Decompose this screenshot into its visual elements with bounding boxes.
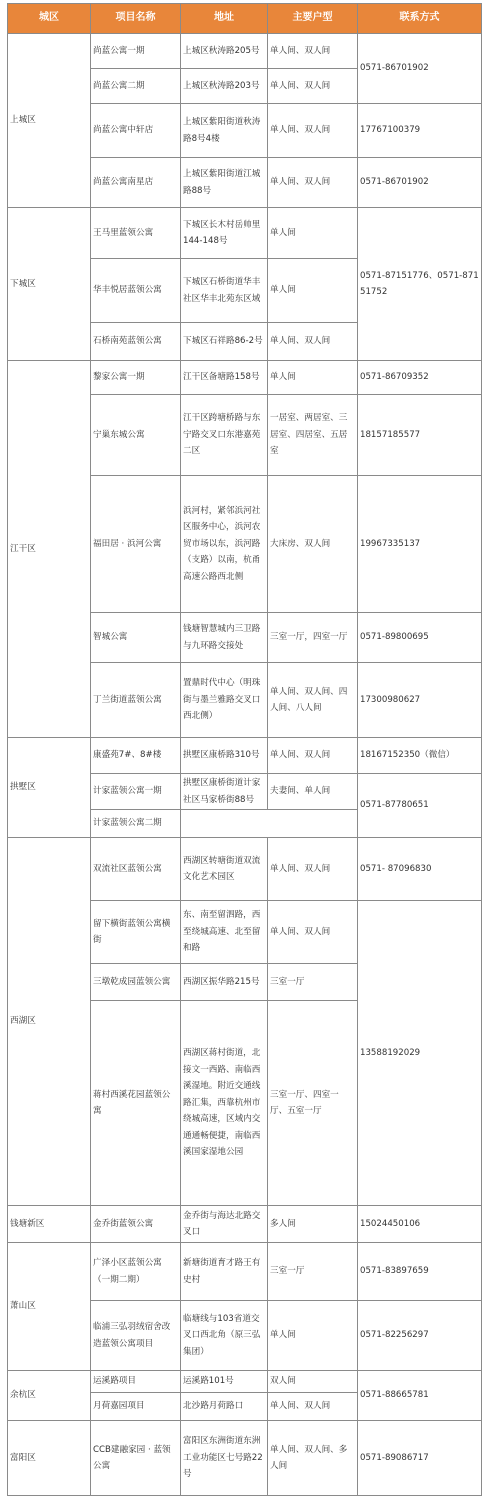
address-cell: 运溪路101号 [181, 1371, 268, 1393]
district-cell: 钱塘新区 [8, 1206, 91, 1243]
header-room-type: 主要户型 [268, 4, 358, 34]
project-name-cell: 智城公寓 [91, 613, 181, 663]
room-type-cell: 单人间、双人间 [268, 34, 358, 69]
apartment-table [7, 3, 482, 1496]
table-row [8, 1206, 482, 1243]
room-type-cell: 单人间 [268, 208, 358, 259]
table-row [8, 1371, 482, 1393]
project-name-cell: 计家蓝领公寓二期 [91, 810, 181, 838]
header-row [8, 4, 482, 34]
table-row [8, 1421, 482, 1496]
address-cell: 富阳区东洲街道东洲工业功能区七号路22号 [181, 1421, 268, 1496]
room-type-cell: 单人间、双人间 [268, 901, 358, 964]
room-type-cell: 单人间、双人间 [268, 69, 358, 104]
address-cell: 江干区跨塘桥路与东宁路交叉口东港嘉苑二区 [181, 395, 268, 476]
project-name-cell: 蒋村西溪花园蓝领公寓 [91, 1001, 181, 1206]
address-cell: 上城区秋涛路205号 [181, 34, 268, 69]
district-cell: 余杭区 [8, 1371, 91, 1421]
project-name-cell: 福田居 · 浜河公寓 [91, 476, 181, 613]
contact-cell: 17300980627 [358, 663, 482, 738]
contact-cell: 13588192029 [358, 901, 482, 1206]
table-row [8, 361, 482, 395]
address-cell: 下城区石祥路86-2号 [181, 323, 268, 361]
address-cell: 新塘街道育才路王有史村 [181, 1243, 268, 1301]
address-cell: 拱墅区康桥街道计家社区马家桥街88号 [181, 774, 268, 810]
project-name-cell: 广泽小区蓝领公寓（一期二期） [91, 1243, 181, 1301]
project-name-cell: 尚蓝公寓一期 [91, 34, 181, 69]
district-cell: 江干区 [8, 361, 91, 738]
contact-cell: 15024450106 [358, 1206, 482, 1243]
header-address: 地址 [181, 4, 268, 34]
address-cell: 临塘线与103省道交叉口西北角（原三弘集团） [181, 1301, 268, 1371]
table-row [8, 1243, 482, 1301]
room-type-cell: 夫妻间、单人间 [268, 774, 358, 810]
contact-cell: 0571-88665781 [358, 1371, 482, 1421]
district-cell: 西湖区 [8, 838, 91, 1206]
district-cell: 拱墅区 [8, 738, 91, 838]
room-type-cell: 单人间、双人间 [268, 323, 358, 361]
project-name-cell: 运溪路项目 [91, 1371, 181, 1393]
address-cell: 下城区长木村岳帅里144-148号 [181, 208, 268, 259]
contact-cell: 0571-89086717 [358, 1421, 482, 1496]
project-name-cell: 临浦三弘羽绒宿舍改造蓝领公寓项目 [91, 1301, 181, 1371]
contact-cell: 18157185577 [358, 395, 482, 476]
table-row [8, 208, 482, 259]
room-type-cell: 单人间、双人间、四人间、八人间 [268, 663, 358, 738]
address-cell: 置鼎时代中心（明珠街与墨兰雅路交叉口西北侧） [181, 663, 268, 738]
table-row [8, 738, 482, 774]
room-type-cell: 单人间、双人间 [268, 158, 358, 208]
address-cell: 北沙路月荷路口 [181, 1393, 268, 1421]
contact-cell: 19967335137 [358, 476, 482, 613]
room-type-cell: 单人间 [268, 1301, 358, 1371]
room-type-cell: 单人间 [268, 259, 358, 323]
contact-cell: 0571- 87096830 [358, 838, 482, 901]
address-cell: 钱塘智慧城内三卫路与九环路交接处 [181, 613, 268, 663]
contact-cell: 0571-86709352 [358, 361, 482, 395]
district-cell: 富阳区 [8, 1421, 91, 1496]
table-row [8, 34, 482, 69]
project-name-cell: 计家蓝领公寓一期 [91, 774, 181, 810]
project-name-cell: 康盛苑7#、8#楼 [91, 738, 181, 774]
project-name-cell: 石桥南苑蓝领公寓 [91, 323, 181, 361]
room-type-cell: 双人间 [268, 1371, 358, 1393]
contact-cell: 0571-86701902 [358, 34, 482, 104]
address-cell: 西湖区蒋村街道，北接文一西路、南临西溪湿地。附近交通线路汇集，西靠杭州市绕城高速，区域内交通通畅便捷，南临西溪国家湿地公园 [181, 1001, 268, 1206]
project-name-cell: 三墩乾成园蓝领公寓 [91, 964, 181, 1001]
project-name-cell: 月荷嘉园项目 [91, 1393, 181, 1421]
project-name-cell: 黎家公寓一期 [91, 361, 181, 395]
contact-cell: 0571-89800695 [358, 613, 482, 663]
room-type-cell: 三室一厅 [268, 1243, 358, 1301]
project-name-cell: 丁兰街道蓝领公寓 [91, 663, 181, 738]
address-cell: 西湖区转塘街道双流文化艺术园区 [181, 838, 268, 901]
contact-cell: 0571-82256297 [358, 1301, 482, 1371]
address-cell: 下城区石桥街道华丰社区华丰北苑东区域 [181, 259, 268, 323]
project-name-cell: 双流社区蓝领公寓 [91, 838, 181, 901]
address-cell: 浜河村，紧邻浜河社区服务中心，浜河农贸市场以东，浜河路（支路）以南，杭甬高速公路西北侧 [181, 476, 268, 613]
project-name-cell: 华丰悦居蓝领公寓 [91, 259, 181, 323]
project-name-cell: 尚蓝公寓二期 [91, 69, 181, 104]
project-name-cell: 金乔街蓝领公寓 [91, 1206, 181, 1243]
address-cell: 上城区紫阳街道秋涛路8号4楼 [181, 104, 268, 158]
room-type-cell: 大床房、双人间 [268, 476, 358, 613]
project-name-cell: 尚蓝公寓南星店 [91, 158, 181, 208]
address-cell: 金乔街与海达北路交叉口 [181, 1206, 268, 1243]
address-cell: 东、南至留泗路，西至绕城高速、北至留和路 [181, 901, 268, 964]
room-type-cell: 单人间、双人间 [268, 738, 358, 774]
district-cell: 上城区 [8, 34, 91, 208]
contact-cell: 18167152350（微信） [358, 738, 482, 774]
table-body [8, 34, 482, 1496]
header-project-name: 项目名称 [91, 4, 181, 34]
room-type-cell: 单人间、双人间 [268, 104, 358, 158]
contact-cell: 17767100379 [358, 104, 482, 158]
room-type-cell: 三室一厅，四室一厅 [268, 613, 358, 663]
project-name-cell: CCB建融家园 · 蓝领公寓 [91, 1421, 181, 1496]
address-cell: 江干区备塘路158号 [181, 361, 268, 395]
district-cell: 萧山区 [8, 1243, 91, 1371]
header-district: 城区 [8, 4, 91, 34]
address-cell: 拱墅区康桥路310号 [181, 738, 268, 774]
contact-cell: 0571-87780651 [358, 774, 482, 838]
table-row [8, 838, 482, 901]
project-name-cell: 留下横街蓝领公寓横街 [91, 901, 181, 964]
contact-cell: 0571-83897659 [358, 1243, 482, 1301]
address-cell: 上城区紫阳街道江城路88号 [181, 158, 268, 208]
room-type-cell: 单人间 [268, 361, 358, 395]
header-contact: 联系方式 [358, 4, 482, 34]
room-type-cell: 单人间、双人间 [268, 838, 358, 901]
room-type-cell: 三室一厅 [268, 964, 358, 1001]
room-type-cell: 多人间 [268, 1206, 358, 1243]
room-type-cell: 三室一厅、四室一厅、五室一厅 [268, 1001, 358, 1206]
project-name-cell: 宁巢东城公寓 [91, 395, 181, 476]
address-cell: 西湖区振华路215号 [181, 964, 268, 1001]
contact-cell: 0571-86701902 [358, 158, 482, 208]
room-type-cell: 单人间、双人间 [268, 1393, 358, 1421]
project-name-cell: 王马里蓝领公寓 [91, 208, 181, 259]
project-name-cell: 尚蓝公寓中轩店 [91, 104, 181, 158]
room-type-cell: 单人间、双人间、多人间 [268, 1421, 358, 1496]
district-cell: 下城区 [8, 208, 91, 361]
contact-cell: 0571-87151776、0571-87151752 [358, 208, 482, 361]
room-type-cell: 一居室、两居室、三居室、四居室、五居室 [268, 395, 358, 476]
address-cell: 上城区秋涛路203号 [181, 69, 268, 104]
